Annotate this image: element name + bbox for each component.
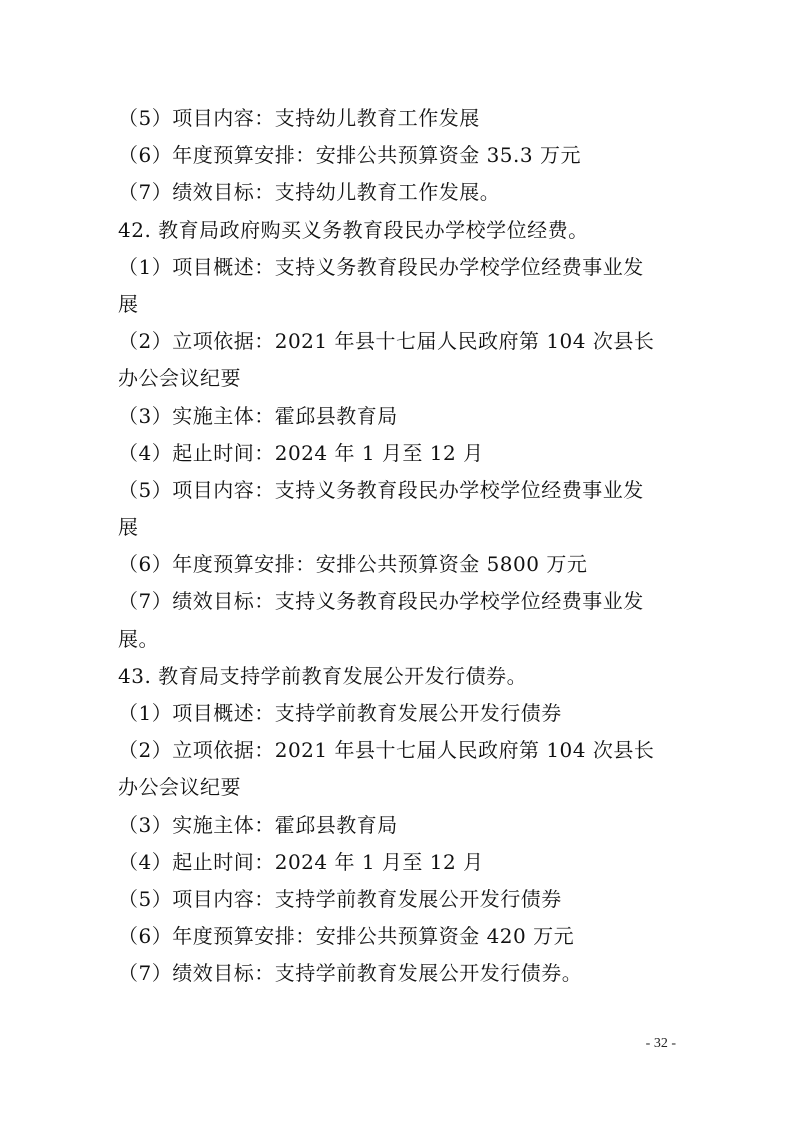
text-line: 办公会议纪要 (118, 775, 241, 800)
text-line: （5）项目内容：支持义务教育段民办学校学位经费事业发 (118, 477, 644, 502)
text-line: （7）绩效目标：支持幼儿教育工作发展。 (118, 180, 501, 205)
text-line: 办公会议纪要 (118, 366, 241, 391)
text-line: （6）年度预算安排：安排公共预算资金 5800 万元 (118, 552, 588, 577)
text-line: （5）项目内容：支持学前教育发展公开发行债券 (118, 886, 562, 911)
text-line: （1）项目概述：支持义务教育段民办学校学位经费事业发 (118, 254, 644, 279)
text-line: 展。 (118, 626, 159, 651)
text-line: （5）项目内容：支持幼儿教育工作发展 (118, 106, 480, 130)
text-line: （4）起止时间：2024 年 1 月至 12 月 (118, 440, 484, 465)
text-line: （6）年度预算安排：安排公共预算资金 420 万元 (118, 924, 575, 949)
text-line: （2）立项依据：2021 年县十七届人民政府第 104 次县长 (118, 738, 655, 763)
text-line: （7）绩效目标：支持义务教育段民办学校学位经费事业发 (118, 589, 644, 614)
section-heading: 43. 教育局支持学前教育发展公开发行债券。 (118, 663, 528, 688)
text-line: 展 (118, 291, 139, 316)
text-line: （3）实施主体：霍邱县教育局 (118, 812, 398, 837)
text-line: （4）起止时间：2024 年 1 月至 12 月 (118, 849, 484, 874)
document-body (118, 100, 676, 993)
text-line: （3）实施主体：霍邱县教育局 (118, 403, 398, 428)
page-number: - 32 - (645, 1036, 676, 1051)
text-line: （7）绩效目标：支持学前教育发展公开发行债券。 (118, 961, 583, 986)
text-line: 展 (118, 515, 139, 540)
text-line: （2）立项依据：2021 年县十七届人民政府第 104 次县长 (118, 329, 655, 354)
text-line: （6）年度预算安排：安排公共预算资金 35.3 万元 (118, 143, 581, 168)
section-heading: 42. 教育局政府购买义务教育段民办学校学位经费。 (118, 217, 589, 242)
text-line: （1）项目概述：支持学前教育发展公开发行债券 (118, 701, 562, 725)
